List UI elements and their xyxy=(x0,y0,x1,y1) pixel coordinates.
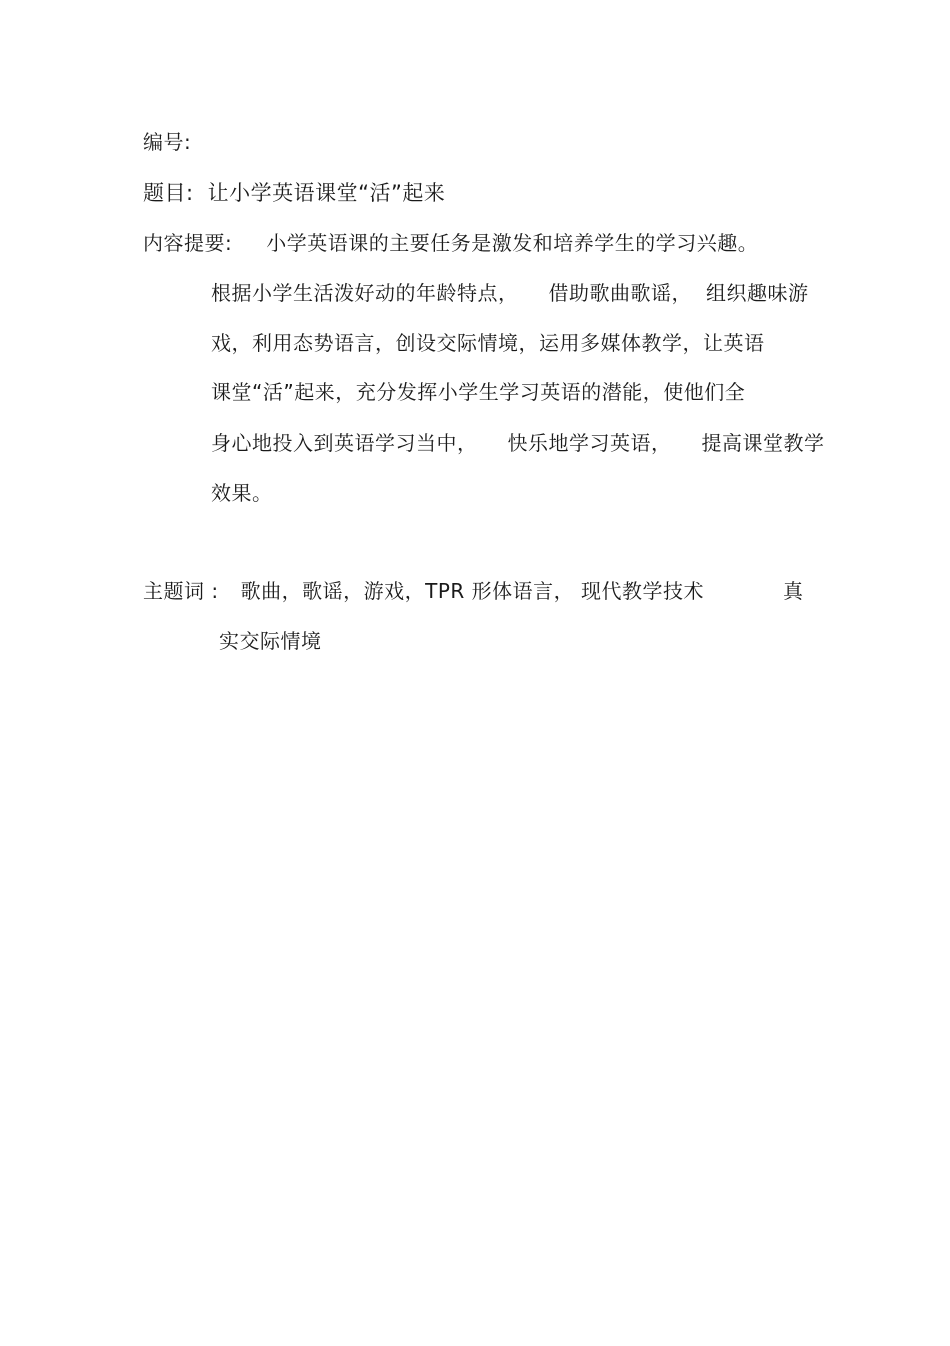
serial-number-label: 编号: xyxy=(143,130,192,154)
summary-segment: 效果。 xyxy=(211,481,273,505)
summary-line xyxy=(211,280,809,306)
summary-line xyxy=(211,480,273,506)
title-label: 题目: xyxy=(143,181,194,205)
summary-line xyxy=(211,379,745,405)
summary-segment: 课堂“活”起来，充分发挥小学生学习英语的潜能，使他们全 xyxy=(211,380,746,404)
summary-text-line: 小学英语课的主要任务是激发和培养学生的学习兴趣。 xyxy=(266,231,759,255)
keywords-line-2 xyxy=(219,628,322,654)
keywords-line xyxy=(143,578,704,604)
keywords-text: 实交际情境 xyxy=(219,629,322,653)
summary-label: 内容提要: xyxy=(143,231,233,255)
serial-number-line xyxy=(143,129,191,155)
summary-segment: 身心地投入到英语学习当中， xyxy=(211,431,478,455)
summary-segment: 组织趣味游 xyxy=(706,281,809,305)
summary-segment: 借助歌曲歌谣， xyxy=(548,281,692,305)
keywords-label: 主题词 : xyxy=(143,579,219,603)
summary-segment: 提高课堂教学 xyxy=(701,431,825,455)
keywords-text: 真 xyxy=(783,579,804,603)
summary-segment: 快乐地学习英语， xyxy=(507,431,672,455)
summary-segment: 戏，利用态势语言，创设交际情境，运用多媒体教学，让英语 xyxy=(211,331,765,355)
summary-line xyxy=(211,430,825,456)
keywords-line-tail xyxy=(783,578,804,604)
title-line xyxy=(143,180,445,206)
document-title: 让小学英语课堂“活”起来 xyxy=(207,181,446,205)
summary-first-line xyxy=(143,230,758,256)
summary-line xyxy=(211,330,765,356)
keywords-text: 歌曲，歌谣，游戏，TPR 形体语言， 现代教学技术 xyxy=(240,579,704,603)
summary-segment: 根据小学生活泼好动的年龄特点， xyxy=(211,281,519,305)
